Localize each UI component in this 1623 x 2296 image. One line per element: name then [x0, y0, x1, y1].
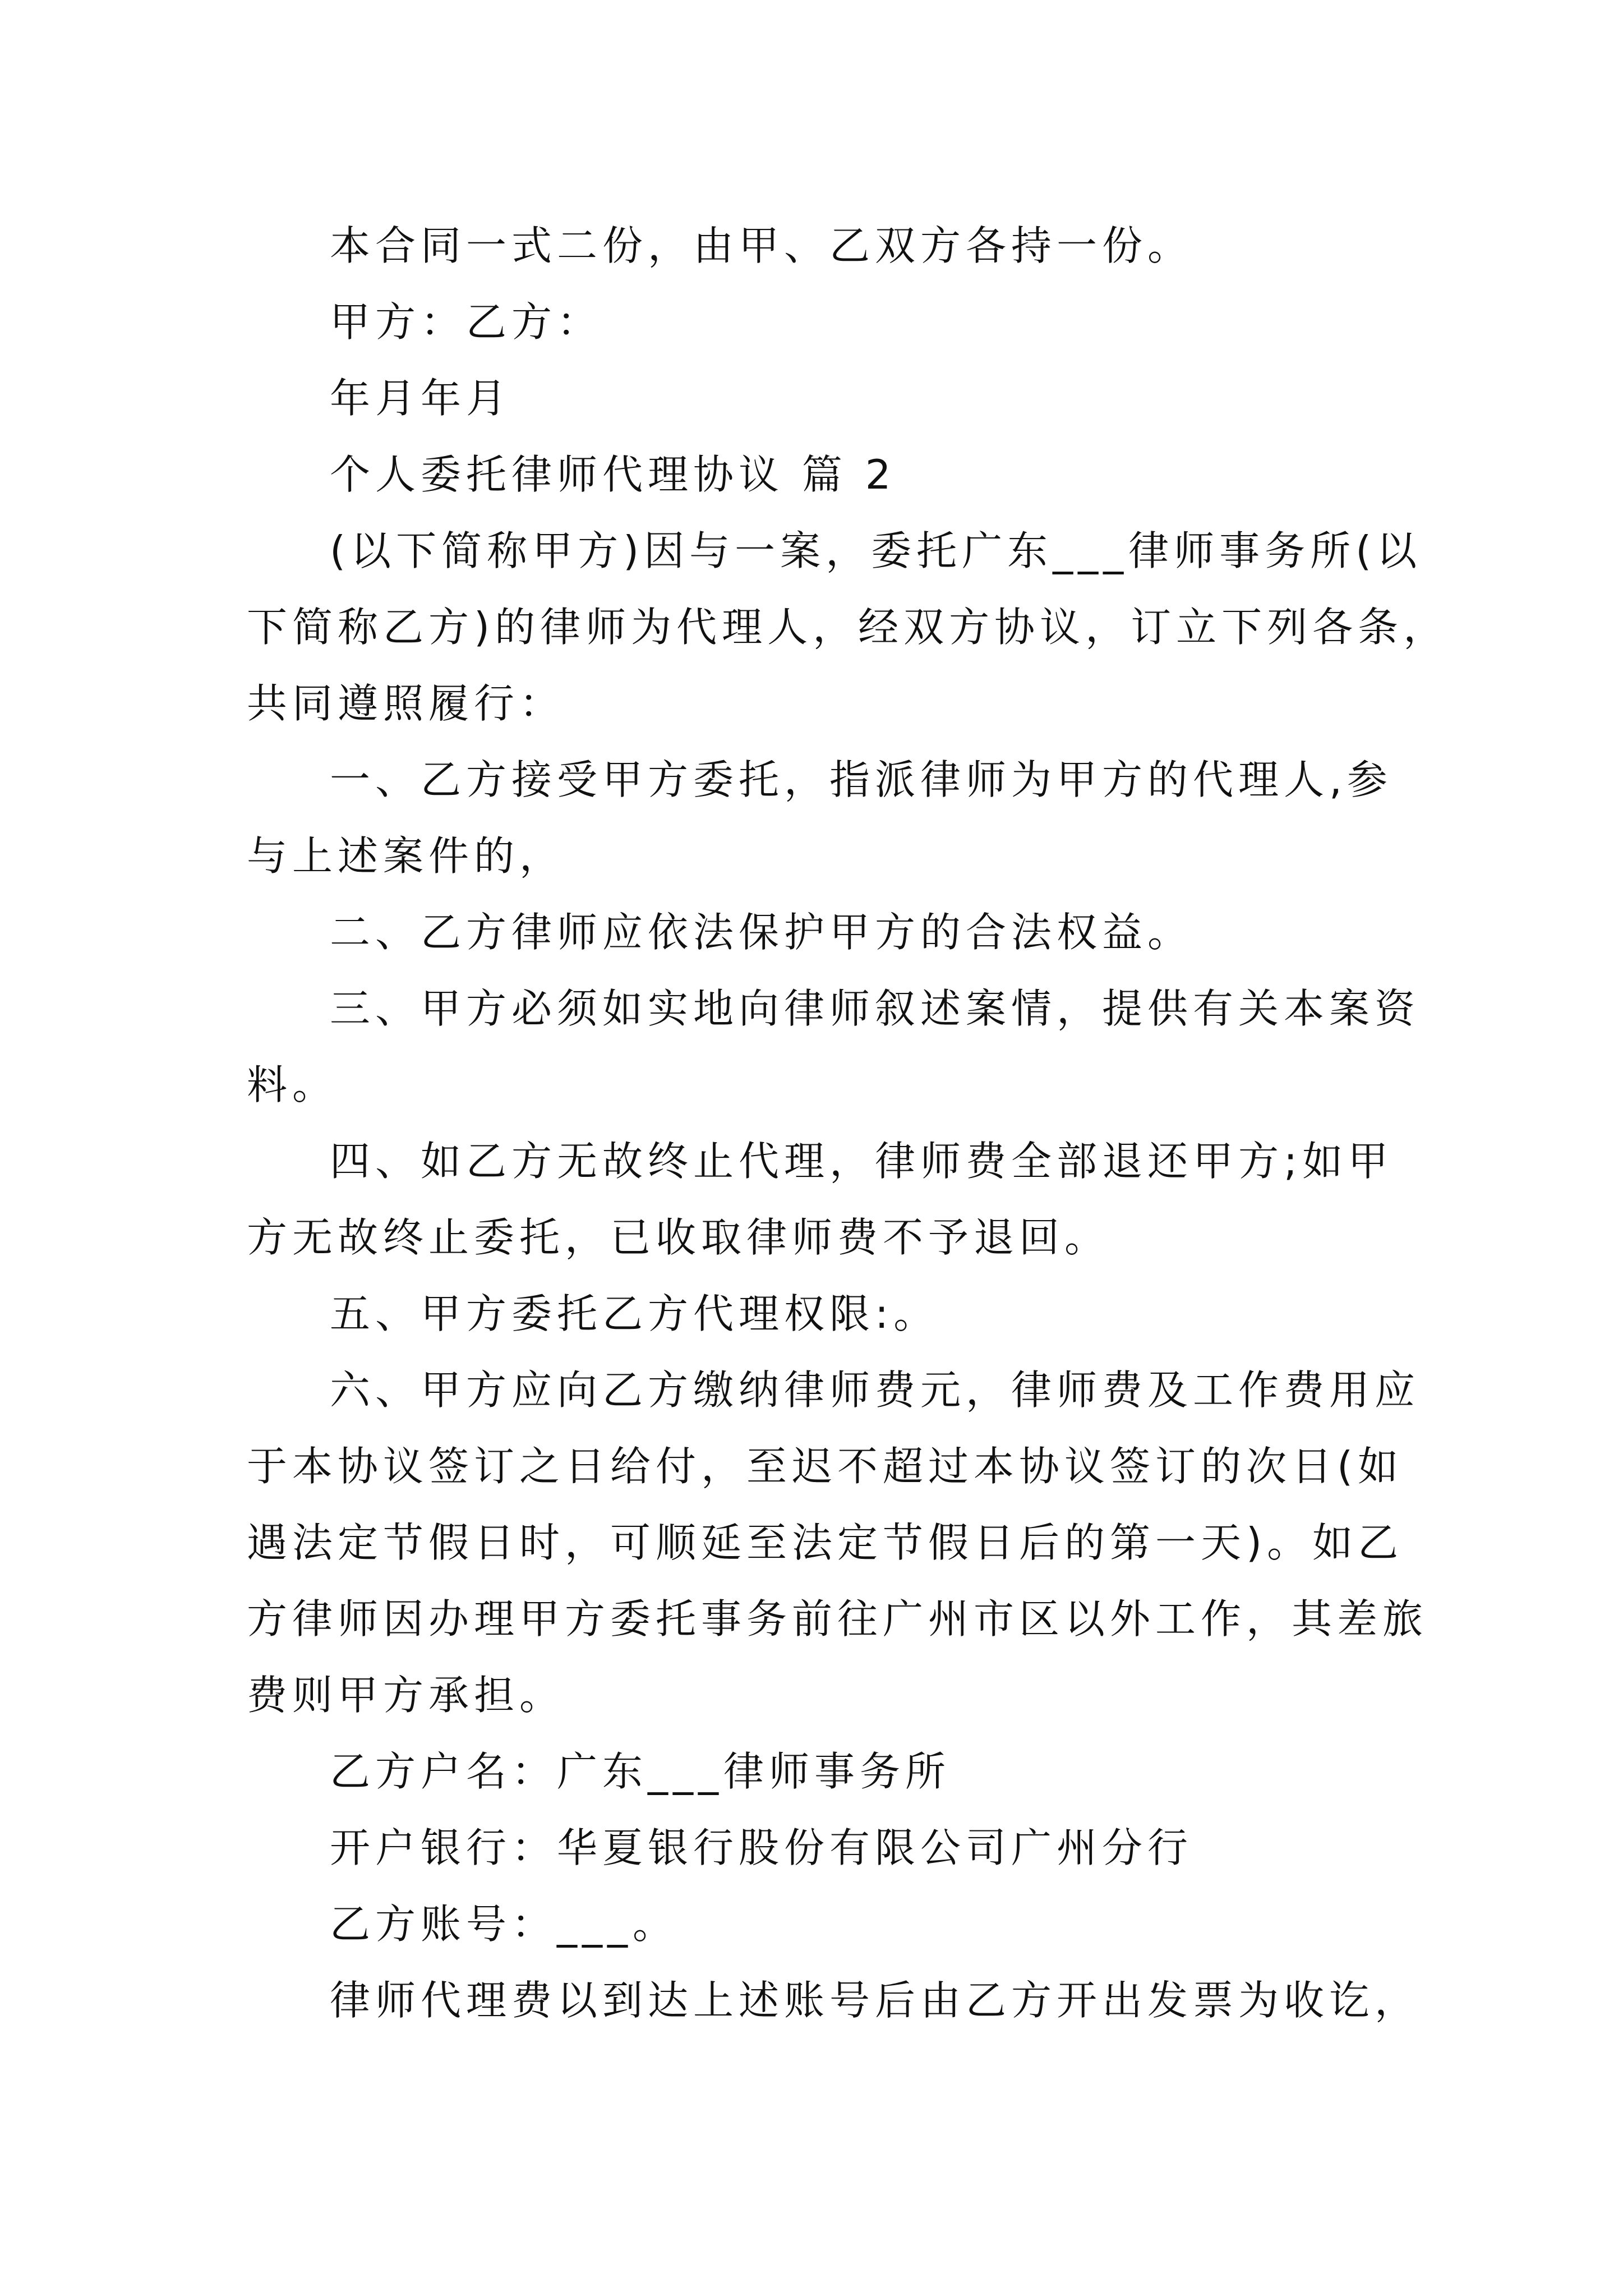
- text-line: 二、乙方律师应依法保护甲方的合法权益。: [330, 909, 1193, 956]
- text-line: 于本协议签订之日给付，至迟不超过本协议签订的次日(如: [247, 1443, 1404, 1490]
- text-line: 乙方户名：广东___律师事务所: [330, 1748, 951, 1795]
- text-line: 方无故终止委托，已收取律师费不予退回。: [247, 1214, 1110, 1261]
- text-line: 年月年月: [330, 375, 512, 422]
- text-line: 六、甲方应向乙方缴纳律师费元，律师费及工作费用应: [330, 1366, 1421, 1414]
- text-line: 料。: [247, 1061, 338, 1108]
- text-line: 方律师因办理甲方委托事务前往广州市区以外工作，其差旅: [247, 1595, 1428, 1642]
- text-line: 本合同一式二份，由甲、乙双方各持一份。: [330, 222, 1193, 269]
- text-line: 甲方：乙方：: [330, 298, 603, 346]
- text-line: 遇法定节假日时，可顺延至法定节假日后的第一天)。如乙: [247, 1519, 1404, 1566]
- text-line: 下简称乙方)的律师为代理人，经双方协议，订立下列各条，: [247, 604, 1449, 651]
- text-line: 五、甲方委托乙方代理权限:。: [330, 1290, 939, 1337]
- text-line: 开户银行：华夏银行股份有限公司广州分行: [330, 1824, 1193, 1871]
- text-line: 律师代理费以到达上述账号后由乙方开出发票为收讫，: [330, 1977, 1421, 2024]
- text-line: 一、乙方接受甲方委托，指派律师为甲方的代理人,参: [330, 756, 1393, 803]
- text-line: 三、甲方必须如实地向律师叙述案情，提供有关本案资: [330, 985, 1421, 1032]
- section-heading: 个人委托律师代理协议 篇 2: [330, 451, 896, 498]
- text-line: 共同遵照履行：: [247, 680, 565, 727]
- text-line: 乙方账号：___。: [330, 1901, 679, 1948]
- text-line: (以下简称甲方)因与一案，委托广东___律师事务所(以: [330, 527, 1422, 574]
- text-line: 四、如乙方无故终止代理，律师费全部退还甲方;如甲: [330, 1138, 1394, 1185]
- document-body: [247, 208, 1449, 2039]
- text-line: 费则甲方承担。: [247, 1672, 565, 1719]
- text-line: 与上述案件的，: [247, 832, 565, 880]
